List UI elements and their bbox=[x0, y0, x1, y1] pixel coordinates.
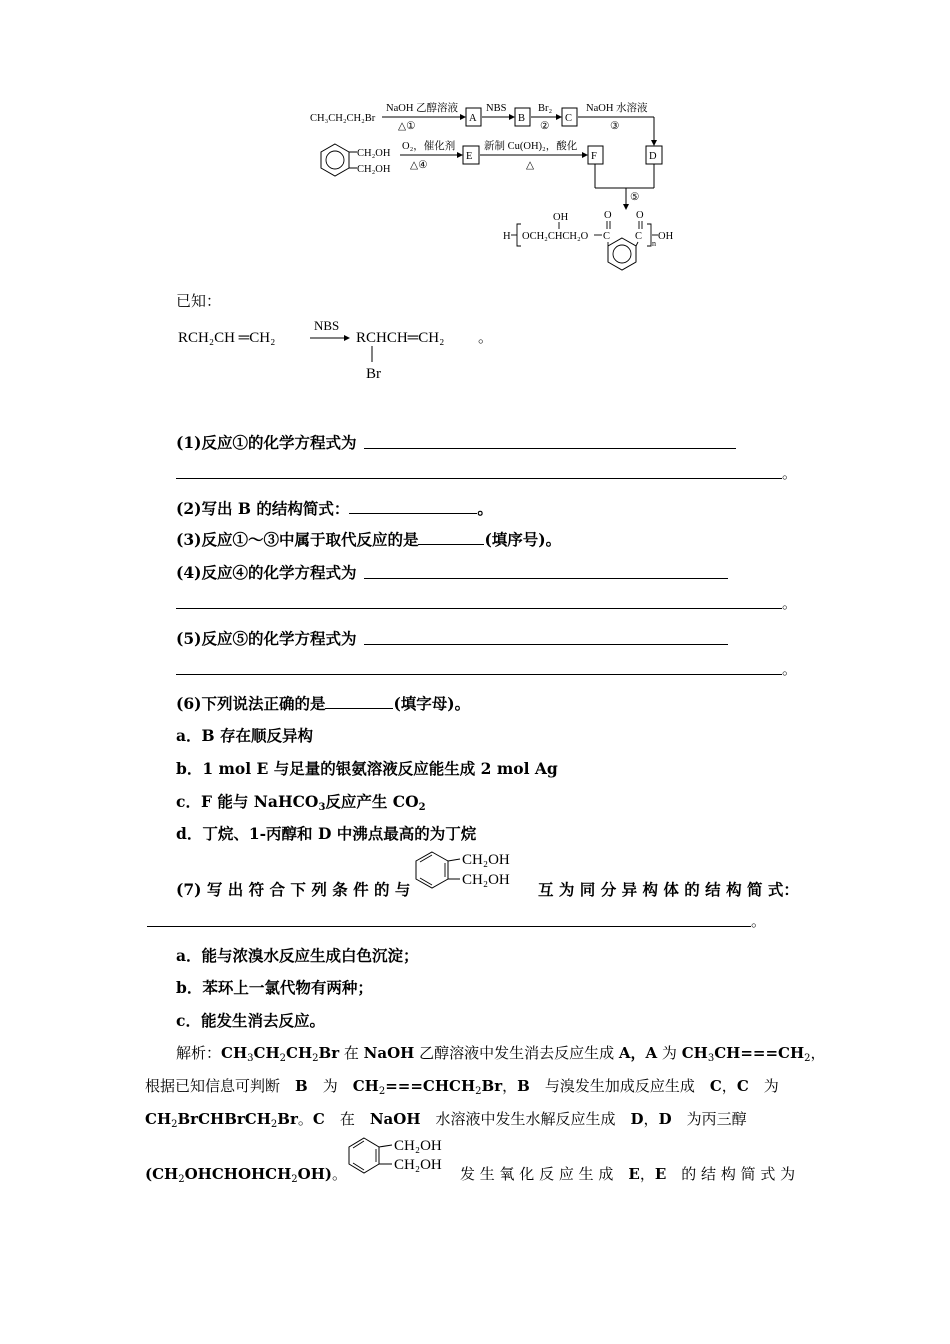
a3-k: D bbox=[658, 1110, 672, 1128]
a2-g: ， bbox=[502, 1077, 518, 1095]
a2-es: 2 bbox=[475, 1086, 482, 1097]
benzene-ring bbox=[321, 144, 349, 176]
analysis-line-4b bbox=[460, 1163, 795, 1184]
question-3-text: (3)反应①～③中属于取代反应的是 bbox=[176, 530, 419, 549]
a3-d: 。 bbox=[297, 1110, 313, 1128]
box-b-label: B bbox=[518, 113, 526, 124]
a2-a: 根据已知信息可判断 bbox=[145, 1077, 296, 1095]
step5-label: ⑤ bbox=[630, 192, 640, 203]
a1-ks: 3 bbox=[707, 1053, 715, 1064]
a4-e: 发 生 氧 化 反 应 生 成 bbox=[460, 1165, 629, 1183]
a1-e: Br bbox=[318, 1044, 340, 1062]
step-nbs: NBS bbox=[486, 103, 507, 114]
polymer-n: n bbox=[652, 239, 656, 248]
known-product: RCHCH═CH₂ bbox=[356, 330, 445, 346]
analysis-line-2 bbox=[145, 1075, 779, 1097]
option-6c bbox=[176, 790, 426, 813]
question-6-text: (6)下列说法正确的是 bbox=[176, 694, 326, 713]
box-e-label: E bbox=[466, 151, 473, 162]
a4-h: E bbox=[654, 1165, 667, 1183]
option-6d: d．丁烷、1-丙醇和 D 中沸点最高的为丁烷 bbox=[176, 824, 477, 843]
answer-line-5a[interactable] bbox=[364, 644, 728, 645]
question-3 bbox=[176, 528, 561, 550]
polymer-c1: C bbox=[603, 231, 611, 242]
step3-label: ③ bbox=[610, 121, 620, 132]
a4-as: 2 bbox=[178, 1174, 185, 1185]
answer-blank-2[interactable] bbox=[349, 499, 477, 514]
analysis-line-4a bbox=[145, 1163, 347, 1185]
step1-reagent: NaOH 乙醇溶液 bbox=[386, 103, 459, 114]
a2-d: CH bbox=[352, 1077, 379, 1095]
a3-e: C bbox=[312, 1110, 325, 1128]
analysis-sub-1: CH₂OH bbox=[394, 1138, 442, 1154]
analysis-line-3 bbox=[145, 1108, 747, 1130]
question-2-text: (2)写出 B 的结构简式： bbox=[176, 499, 350, 518]
a3-a: CH bbox=[145, 1110, 172, 1128]
box-a-label: A bbox=[469, 113, 477, 124]
step-e-reagent: 新制 Cu(OH)₂，酸化 bbox=[484, 141, 578, 152]
a1-i: A，A bbox=[618, 1044, 658, 1062]
answer-5-period: 。 bbox=[782, 660, 798, 678]
question-6-end: (填字母)。 bbox=[393, 694, 471, 713]
question-4: (4)反应④的化学方程式为 bbox=[176, 563, 357, 582]
a2-ds: 2 bbox=[378, 1086, 386, 1097]
condition-7c: c．能发生消去反应。 bbox=[176, 1011, 325, 1030]
a1-ls: 2 bbox=[804, 1053, 811, 1064]
a2-f: Br bbox=[481, 1077, 503, 1095]
a1-cs: 2 bbox=[279, 1053, 287, 1064]
q7-structure bbox=[410, 846, 540, 894]
option-6c-text2: 反应产生 CO bbox=[325, 792, 419, 811]
q7-sub-2: CH₂OH bbox=[462, 872, 510, 888]
known-reaction bbox=[176, 314, 516, 386]
reaction-scheme bbox=[300, 96, 690, 276]
question-5: (5)反应⑤的化学方程式为 bbox=[176, 629, 357, 648]
question-7-part1: (7) 写 出 符 合 下 列 条 件 的 与 bbox=[176, 880, 411, 899]
a1-bs: 3 bbox=[247, 1053, 254, 1064]
answer-line-5b[interactable] bbox=[176, 674, 782, 675]
box-d-label: D bbox=[649, 151, 657, 162]
step1-condition: △① bbox=[398, 121, 416, 132]
box-c-label: C bbox=[565, 113, 573, 124]
answer-line-4b[interactable] bbox=[176, 608, 782, 609]
a1-f: 在 bbox=[339, 1044, 364, 1062]
step4-reagent: O₂，催化剂 bbox=[402, 141, 456, 152]
a3-b: BrCHBrCH bbox=[177, 1110, 271, 1128]
a1-ds: 2 bbox=[312, 1053, 319, 1064]
a3-j: ， bbox=[643, 1110, 659, 1128]
question-2 bbox=[176, 497, 493, 519]
a2-l: C bbox=[736, 1077, 749, 1095]
answer-7-period: 。 bbox=[751, 912, 767, 930]
a4-c: OH) bbox=[297, 1165, 333, 1183]
question-7-part2: 互 为 同 分 异 构 体 的 结 构 简 式： bbox=[538, 880, 799, 899]
a2-i: 与溴发生加成反应生成 bbox=[529, 1077, 710, 1095]
a1-b: CH bbox=[221, 1044, 248, 1062]
a4-bs: 2 bbox=[291, 1174, 298, 1185]
condition-7a: a．能与浓溴水反应生成白色沉淀； bbox=[176, 946, 419, 965]
option-6c-sub2: 2 bbox=[418, 802, 426, 813]
benzene-sub-1: CH₂OH bbox=[357, 148, 391, 159]
step4-condition: △④ bbox=[410, 160, 428, 171]
question-6 bbox=[176, 692, 470, 714]
polymer-h: H bbox=[503, 231, 511, 242]
a1-m: ， bbox=[810, 1044, 826, 1062]
answer-blank-6[interactable] bbox=[325, 694, 393, 709]
known-reactant: RCH₂CH ═CH₂ bbox=[178, 330, 276, 346]
option-6c-text: c．F 能与 NaHCO bbox=[176, 792, 319, 811]
q7-sub-1: CH₂OH bbox=[462, 852, 510, 868]
option-6c-sub1: 3 bbox=[318, 802, 326, 813]
a4-g: ， bbox=[639, 1165, 655, 1183]
step2-reagent: Br₂ bbox=[538, 103, 553, 114]
a2-e: ===CHCH bbox=[385, 1077, 476, 1095]
question-3-end: (填序号)。 bbox=[484, 530, 562, 549]
known-heading: 已知： bbox=[176, 292, 222, 310]
analysis-sub-2: CH₂OH bbox=[394, 1157, 442, 1173]
answer-4-period: 。 bbox=[782, 594, 798, 612]
a3-bs: 2 bbox=[270, 1119, 278, 1130]
a3-c: Br bbox=[277, 1110, 298, 1128]
answer-1-period: 。 bbox=[782, 464, 798, 482]
condition-7b: b．苯环上一氯代物有两种； bbox=[176, 978, 373, 997]
a1-g: NaOH bbox=[363, 1044, 415, 1062]
a2-m: 为 bbox=[748, 1077, 779, 1095]
option-6b: b．1 mol E 与足量的银氨溶液反应能生成 2 mol Ag bbox=[176, 759, 558, 778]
question-2-end: 。 bbox=[477, 499, 493, 518]
known-end: 。 bbox=[478, 330, 494, 346]
polymer-benzene-ring bbox=[608, 238, 636, 270]
a2-c: 为 bbox=[307, 1077, 353, 1095]
a4-a: (CH bbox=[145, 1165, 179, 1183]
polymer-o1: O bbox=[604, 210, 612, 221]
a1-c: CH bbox=[253, 1044, 280, 1062]
step2-label: ② bbox=[540, 121, 550, 132]
answer-line-4a[interactable] bbox=[364, 578, 728, 579]
step-e-condition: △ bbox=[526, 160, 535, 171]
a3-h: 水溶液中发生水解反应生成 bbox=[420, 1110, 631, 1128]
box-f-label: F bbox=[591, 151, 597, 162]
answer-line-1a[interactable] bbox=[364, 448, 736, 449]
polymer-oh: OH bbox=[553, 212, 569, 223]
a2-h: B bbox=[517, 1077, 530, 1095]
answer-blank-3[interactable] bbox=[418, 530, 484, 545]
a4-d: 。 bbox=[332, 1165, 348, 1183]
step3-reagent: NaOH 水溶液 bbox=[586, 103, 648, 114]
a1-d: CH bbox=[286, 1044, 313, 1062]
answer-line-7[interactable] bbox=[147, 926, 751, 927]
a2-j: C bbox=[709, 1077, 722, 1095]
a1-h: 乙醇溶液中发生消去反应生成 bbox=[414, 1044, 619, 1062]
a4-b: OHCHOHCH bbox=[184, 1165, 292, 1183]
polymer-end-oh: OH bbox=[658, 231, 674, 242]
a1-j: 为 bbox=[657, 1044, 682, 1062]
start-reactant: CH₃CH₂CH₂Br bbox=[310, 113, 376, 124]
known-product-br: Br bbox=[366, 366, 381, 382]
polymer-chain: OCH₂CHCH₂O bbox=[522, 231, 589, 242]
a3-i: D bbox=[630, 1110, 644, 1128]
a3-l: 为丙三醇 bbox=[671, 1110, 747, 1128]
a3-g: NaOH bbox=[369, 1110, 421, 1128]
a3-as: 2 bbox=[171, 1119, 178, 1130]
a2-b: B bbox=[295, 1077, 308, 1095]
a4-f: E bbox=[628, 1165, 640, 1183]
a2-k: ， bbox=[721, 1077, 737, 1095]
a1-l: CH===CH bbox=[714, 1044, 805, 1062]
answer-line-1b[interactable] bbox=[176, 478, 782, 479]
analysis-structure bbox=[344, 1134, 462, 1178]
polymer-c2: C bbox=[635, 231, 643, 242]
option-6a: a．B 存在顺反异构 bbox=[176, 726, 314, 745]
a3-f: 在 bbox=[324, 1110, 370, 1128]
analysis-label: 解析： bbox=[176, 1044, 222, 1062]
a4-i: 的 结 构 简 式 为 bbox=[666, 1165, 796, 1183]
benzene-sub-2: CH₂OH bbox=[357, 164, 391, 175]
known-reagent: NBS bbox=[314, 318, 340, 333]
a1-k: CH bbox=[681, 1044, 708, 1062]
analysis-line-1 bbox=[176, 1042, 826, 1064]
polymer-o2: O bbox=[636, 210, 644, 221]
question-1: (1)反应①的化学方程式为 bbox=[176, 433, 357, 452]
